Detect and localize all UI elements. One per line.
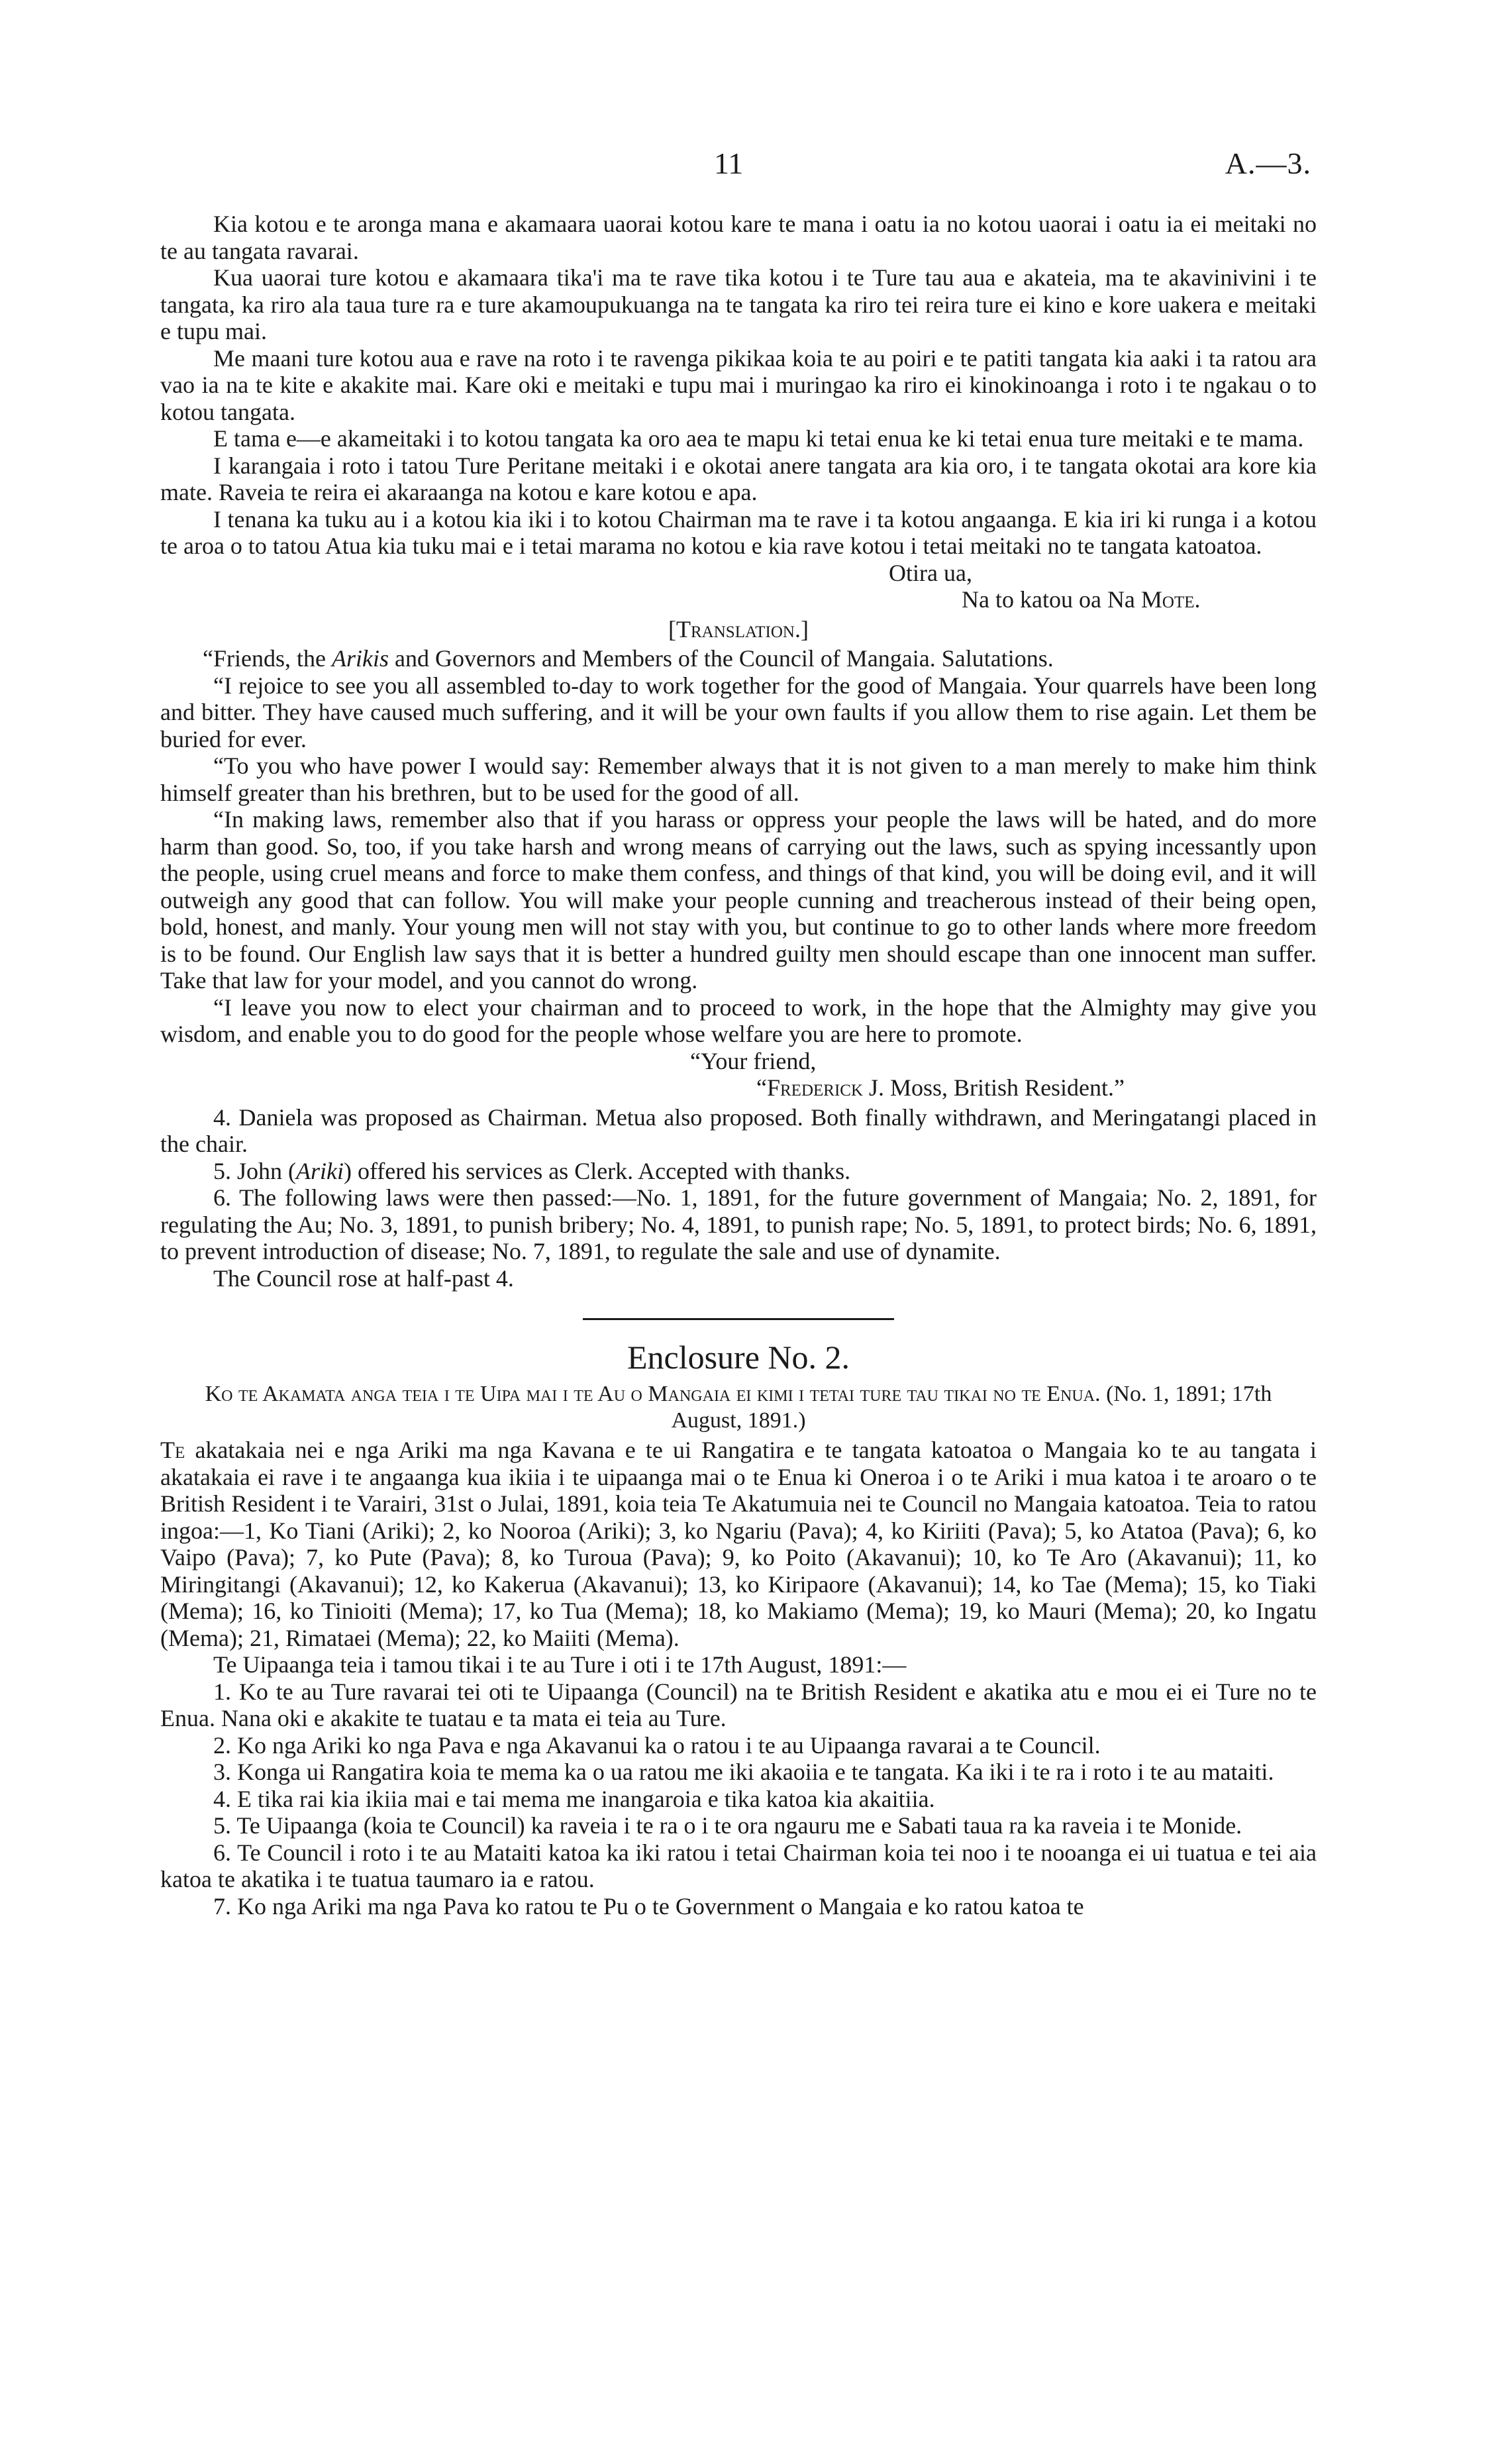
translation-paragraph: “I leave you now to elect your chairman and to proceed to work, in the hope that the Almighty may give you wisdom, and enable you to do good for the people whose welfare you are here to promote.: [160, 994, 1317, 1047]
proceedings-item: 5. John (Ariki) offered his services as Clerk. Accepted with thanks.: [213, 1157, 851, 1184]
enclosure-intro: [160, 1437, 1317, 1651]
signature-rest: J. Moss, British Resident.”: [863, 1074, 1125, 1101]
translation-paragraph: “I rejoice to see you all assembled to-day to work together for the good of Mangaia. Your quarrels have been long and bitter. They have caused much suffering, and it will be your own faults if you allow them to rise again. Let them be buried for ever.: [160, 672, 1317, 752]
enclosure-paragraph: 3. Konga ui Rangatira koia te mema ka o ua ratou me iki akaoiia e te tangata. Ka iki i te ra i roto i te au mataiti.: [213, 1759, 1274, 1785]
caption-title: Ko te Akamata anga teia i te Uipa mai i te Au o Mangaia ei kimi i tetai ture tau tikai no te Enua.: [205, 1382, 1101, 1406]
signature-name: Mote.: [1140, 586, 1201, 613]
translation-paragraph: “To you who have power I would say: Remember always that it is not given to a man merely to make him think himself greater than his brethren, but to be used for the good of all.: [160, 752, 1317, 806]
enclosure-heading: Enclosure No. 2.: [627, 1339, 850, 1376]
translation-label: [Translation.]: [668, 615, 809, 642]
enclosure-paragraph: 2. Ko nga Ariki ko nga Pava e nga Akavanui ka o ratou i te au Uipaanga ravarai a te Council.: [213, 1731, 1101, 1759]
signature-name: “Frederick: [756, 1074, 863, 1101]
enclosure-paragraph: 7. Ko nga Ariki ma nga Pava ko ratou te Pu o te Government o Mangaia e ko ratou katoa te: [213, 1892, 1084, 1920]
address-paragraph: Kua uaorai ture kotou e akamaara tika'i ma te rave tika kotou i te Ture tau aua e akateia, ma te akavinivini i te tangata, ka riro ala taua ture ra e ture akamoupukuanga na te tangata ka riro tei reira ture ei kino e kore uakera e meitaki e tupu mai.: [160, 264, 1317, 344]
page-number: 11: [714, 146, 744, 180]
enclosure-caption: [180, 1381, 1297, 1434]
maori-address: [160, 211, 1317, 1920]
translation-signature: [160, 1074, 1317, 1102]
address-paragraph: Me maani ture kotou aua e rave na roto i te ravenga pikikaa koia te au poiri e te patiti tangata kia aaki i ta ratou ara vao ia na te kite e akakite mai. Kare oki e meitaki e tupu mai i muringao ka riro ei kinokinoanga i roto i te ngakau o to kotou tangata.: [160, 344, 1317, 425]
intro-text: akatakaia nei e nga Ariki ma nga Kavana e te ui Rangatira e te tangata katoatoa o Mangaia ko te au tangata i akatakaia ei rave i te angaanga kua ikiia i te uipaanga mai o te Enua ki Oneroa i o te Ariki i mua katoa i te aroaro o te British Resident i te Varairi, 31st o Julai, 1891, koia teia Te Akatumuia nei te Council no Mangaia katoatoa. Teia to ratou ingoa:—1, Ko Tiani (Ariki); 2, ko Nooroa (Ariki); 3, ko Ngariu (Pava); 4, ko Kiriiti (Pava); 5, ko Atatoa (Pava); 6, ko Vaipo (Pava); 7, ko Pute (Pava); 8, ko Turoua (Pava); 9, ko Poito (Akavanui); 10, ko Te Aro (Akavanui); 11, ko Miringitangi (Akavanui); 12, ko Kakerua (Akavanui); 13, ko Kiripaore (Akavanui); 14, ko Tae (Mema); 15, ko Tiaki (Mema); 16, ko Tinioiti (Mema); 17, ko Tua (Mema); 18, ko Makiamo (Mema); 19, ko Mauri (Mema); 20, ko Ingatu (Mema); 21, Rimataei (Mema); 22, ko Maiiti (Mema).: [160, 1437, 1317, 1651]
address-paragraph: E tama e—e akameitaki i to kotou tangata ka oro aea te mapu ki tetai enua ke ki tetai enua ture meitaki e te mama.: [213, 425, 1304, 452]
caption-date: (No. 1, 1891; 17th August, 1891.): [671, 1382, 1272, 1433]
proceedings-item: 6. The following laws were then passed:—No. 1, 1891, for the future government of Mangaia; No. 2, 1891, for regulating the Au; No. 3, 1891, to punish bribery; No. 4, 1891, to punish rape; No. 5, 1891, to protect birds; No. 6, 1891, to prevent introduction of disease; No. 7, 1891, to regulate the sale and use of dynamite.: [160, 1184, 1317, 1264]
address-closing: Otira ua,: [889, 559, 972, 586]
address-paragraph: I tenana ka tuku au i a kotou kia iki i to kotou Chairman ma te rave i ta kotou angaanga. E kia iri ki runga i a kotou te aroa o to tatou Atua kia tuku mai e i tetai marama no kotou e kia rave kotou i tetai meitaki no te tangata katoatoa.: [160, 505, 1317, 559]
proceedings-item: The Council rose at half-past 4.: [213, 1264, 514, 1292]
enclosure-paragraph: 4. E tika rai kia ikiia mai e tai mema me inangaroia e tika katoa kia akaitiia.: [213, 1785, 935, 1812]
enclosure-paragraph: 1. Ko te au Ture ravarai tei oti te Uipaanga (Council) na te British Resident e akatika atu e mou ei ei Ture no te Enua. Nana oki e akakite te tuatau e ta mata ei teia au Ture.: [160, 1678, 1317, 1731]
translation-paragraph: “In making laws, remember also that if you harass or oppress your people the laws will be hated, and do more harm than good. So, too, if you take harsh and wrong means of carrying out the laws, such as spying incessantly upon the people, using cruel means and force to make them confess, and things of that kind, you will be doing evil, and it will outweigh any good that can follow. You will make your people cunning and treacherous instead of their being open, bold, honest, and manly. Your young men will not stay with you, but continue to go to other lands where more freedom is to be found. Our English law says that it is better a hundred guilty men should escape than one innocent man suffer. Take that law for your model, and you cannot do wrong.: [160, 806, 1317, 994]
document-reference: A.—3.: [1225, 146, 1311, 180]
proceedings-item: 4. Daniela was proposed as Chairman. Metua also proposed. Both finally withdrawn, and Meringatangi placed in the chair.: [160, 1104, 1317, 1157]
signature-prefix: Na to katou oa Na: [962, 586, 1141, 613]
enclosure-paragraph: Te Uipaanga teia i tamou tikai i te au Ture i oti i te 17th August, 1891:—: [213, 1651, 907, 1678]
address-signature: [160, 586, 1317, 613]
enclosure-paragraph: 6. Te Council i roto i te au Mataiti katoa ka iki ratou i tetai Chairman koia tei noo i te nooanga ei ui tuatua e tei aia katoa te akatika i te tuatua taumaro ia e ratou.: [160, 1839, 1317, 1892]
translation-paragraph: “Friends, the Arikis and Governors and Members of the Council of Mangaia. Salutations.: [203, 645, 1054, 672]
address-paragraph: Kia kotou e te aronga mana e akamaara uaorai kotou kare te mana i oatu ia no kotou uaorai i oatu ia ei meitaki no te au tangata ravarai.: [160, 211, 1317, 264]
section-divider: [583, 1318, 894, 1320]
enclosure-paragraph: 5. Te Uipaanga (koia te Council) ka raveia i te ra o i te ora ngauru me e Sabati taua ra ka raveia i te Monide.: [213, 1812, 1242, 1839]
translation-closing: “Your friend,: [690, 1047, 817, 1074]
address-paragraph: I karangaia i roto i tatou Ture Peritane meitaki i e okotai anere tangata ara kia oro, i te tangata okotai ara kore kia mate. Raveia te reira ei akaraanga na kotou e kare kotou e apa.: [160, 452, 1317, 505]
intro-first-word: Te: [160, 1437, 185, 1463]
